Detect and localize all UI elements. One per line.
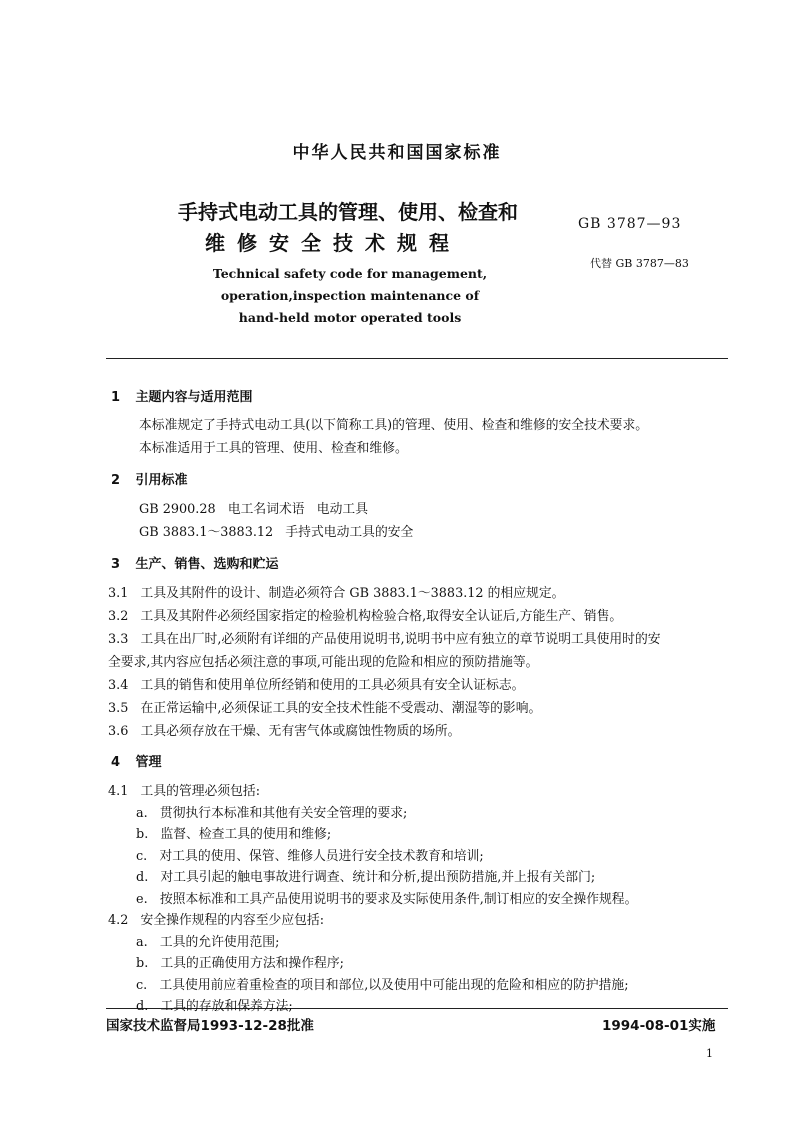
english-title-line1: Technical safety code for management, bbox=[212, 266, 488, 281]
list-item: d. 工具的存放和保养方法; bbox=[136, 999, 293, 1014]
list-item: a. 工具的允许使用范围; bbox=[136, 934, 280, 950]
clause: 3.5 在正常运输中,必须保证工具的安全技术性能不受震动、潮湿等的影响。 bbox=[108, 701, 542, 716]
section-title: 引用标准 bbox=[135, 473, 188, 488]
clause: 3.4 工具的销售和使用单位所经销和使用的工具必须具有安全认证标志。 bbox=[108, 678, 525, 693]
section-2-heading bbox=[111, 469, 188, 488]
section-number: 1 bbox=[111, 390, 121, 405]
approval-date: 国家技术监督局1993-12-28批准 bbox=[106, 1018, 314, 1034]
clause: 3.1 工具及其附件的设计、制造必须符合 GB 3883.1～3883.12 的相应规定。 bbox=[108, 586, 565, 601]
section-number: 2 bbox=[111, 473, 121, 488]
list-item: d. 对工具引起的触电事故进行调查、统计和分析,提出预防措施,并上报有关部门; bbox=[136, 870, 596, 885]
clause: 3.6 工具必须存放在干燥、无有害气体或腐蚀性物质的场所。 bbox=[108, 724, 461, 739]
section-number: 3 bbox=[111, 557, 121, 572]
clause: 4.2 安全操作规程的内容至少应包括: bbox=[108, 913, 325, 928]
section-1-heading bbox=[111, 386, 253, 405]
paragraph: 本标准适用于工具的管理、使用、检查和维修。 bbox=[139, 441, 408, 456]
list-item: c. 工具使用前应着重检查的项目和部位,以及使用中可能出现的危险和相应的防护措施; bbox=[136, 977, 629, 993]
section-title: 主题内容与适用范围 bbox=[135, 390, 253, 405]
list-item: c. 对工具的使用、保管、维修人员进行安全技术教育和培训; bbox=[136, 848, 484, 864]
page-number: 1 bbox=[706, 1047, 713, 1060]
section-title: 生产、销售、选购和贮运 bbox=[135, 557, 279, 572]
header-divider bbox=[106, 358, 728, 359]
reference-item: GB 3883.1～3883.12 手持式电动工具的安全 bbox=[139, 525, 414, 540]
document-title-line2: 维修安全技术规程 bbox=[205, 231, 461, 255]
clause: 3.3 工具在出厂时,必须附有详细的产品使用说明书,说明书中应有独立的章节说明工具使用时的安 bbox=[108, 632, 661, 647]
reference-item: GB 2900.28 电工名词术语 电动工具 bbox=[139, 502, 368, 517]
list-item: b. 监督、检查工具的使用和维修; bbox=[136, 827, 332, 842]
paragraph: 本标准规定了手持式电动工具(以下简称工具)的管理、使用、检查和维修的安全技术要求。 bbox=[139, 418, 649, 433]
list-item: e. 按照本标准和工具产品使用说明书的要求及实际使用条件,制订相应的安全操作规程。 bbox=[136, 891, 638, 907]
clause-continuation: 全要求,其内容应包括必须注意的事项,可能出现的危险和相应的预防措施等。 bbox=[108, 655, 539, 670]
section-title: 管理 bbox=[135, 755, 162, 770]
clause: 3.2 工具及其附件必须经国家指定的检验机构检验合格,取得安全认证后,方能生产、销售。 bbox=[108, 609, 623, 624]
section-3-heading bbox=[111, 553, 279, 572]
list-item: b. 工具的正确使用方法和操作程序; bbox=[136, 956, 344, 971]
section-4-heading bbox=[111, 751, 162, 770]
section-number: 4 bbox=[111, 755, 121, 770]
english-title-line3: hand-held motor operated tools bbox=[238, 310, 462, 325]
document-title-line1: 手持式电动工具的管理、使用、检查和 bbox=[178, 200, 518, 224]
list-item: a. 贯彻执行本标准和其他有关安全管理的要求; bbox=[136, 805, 408, 821]
effective-date: 1994-08-01实施 bbox=[602, 1018, 716, 1034]
replaces-code: 代替 GB 3787—83 bbox=[590, 257, 689, 270]
national-standard-heading: 中华人民共和国国家标准 bbox=[292, 143, 502, 163]
english-title-line2: operation,inspection maintenance of bbox=[220, 288, 480, 303]
standard-code: GB 3787—93 bbox=[578, 216, 682, 232]
clause: 4.1 工具的管理必须包括: bbox=[108, 784, 261, 799]
